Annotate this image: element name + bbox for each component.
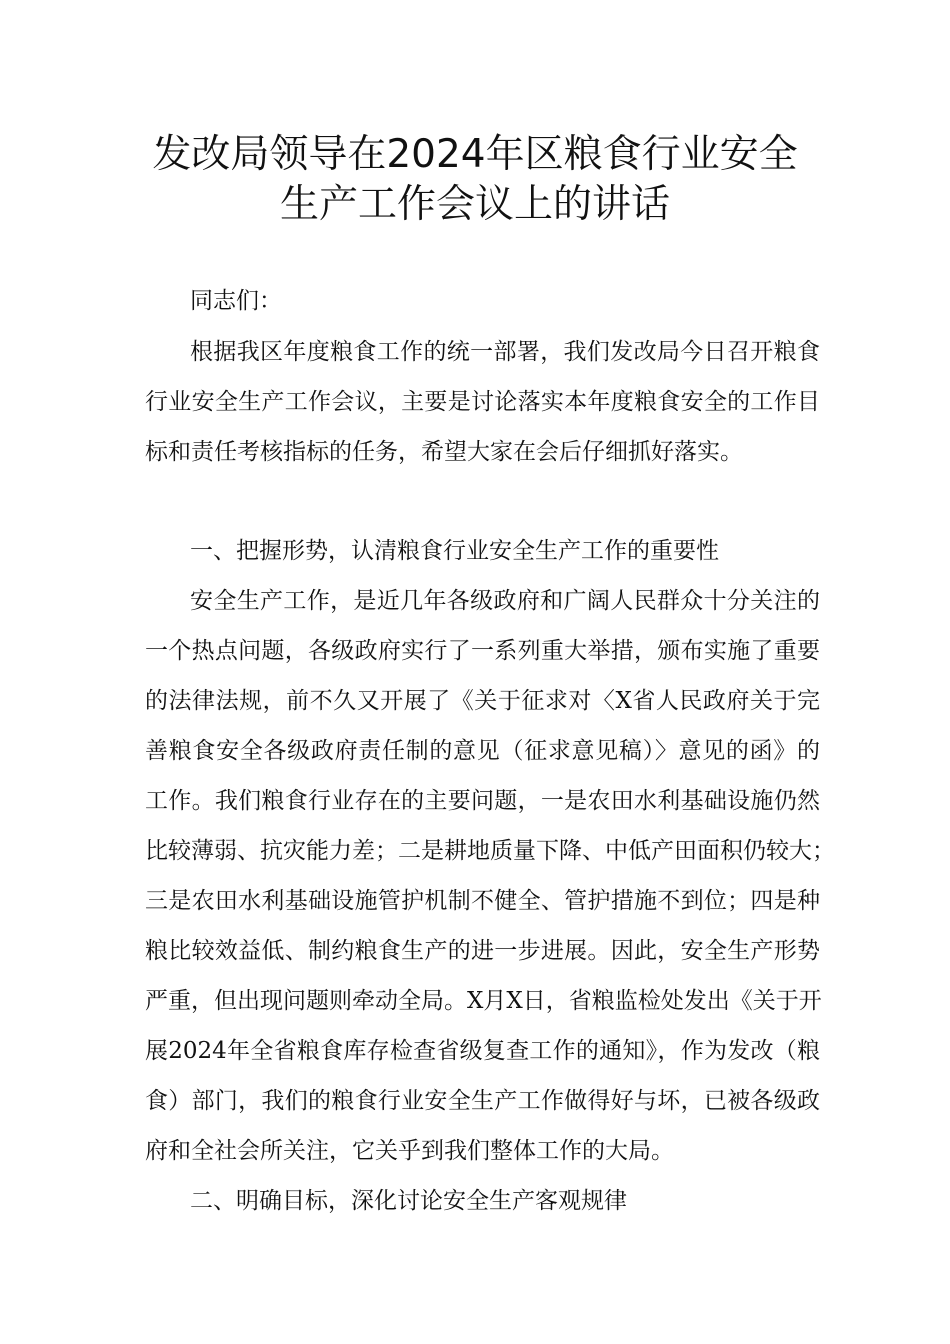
intro-line-1: 根据我区年度粮食工作的统一部署，我们发改局今日召开粮食 (190, 339, 820, 365)
document-title-line-1: 发改局领导在2024年区粮食行业安全 (152, 132, 798, 177)
section-2-heading: 二、明确目标，深化讨论安全生产客观规律 (190, 1188, 627, 1214)
section-1-line-7: 三是农田水利基础设施管护机制不健全、管护措施不到位；四是种 (145, 888, 820, 914)
section-1-line-5: 工作。我们粮食行业存在的主要问题，一是农田水利基础设施仍然 (145, 788, 820, 814)
section-1-heading: 一、把握形势，认清粮食行业安全生产工作的重要性 (190, 538, 719, 564)
section-1-line-8: 粮比较效益低、制约粮食生产的进一步进展。因此，安全生产形势 (145, 938, 820, 964)
salutation: 同志们： (190, 288, 282, 314)
intro-line-3: 标和责任考核指标的任务，希望大家在会后仔细抓好落实。 (145, 439, 743, 465)
document-title-line-2: 生产工作会议上的讲话 (279, 182, 670, 227)
section-1-line-12: 府和全社会所关注，它关乎到我们整体工作的大局。 (145, 1138, 674, 1164)
section-1-line-4: 善粮食安全各级政府责任制的意见（征求意见稿）〉意见的函》的 (145, 738, 820, 764)
section-1-line-2: 一个热点问题，各级政府实行了一系列重大举措，颁布实施了重要 (145, 638, 820, 664)
section-1-line-6: 比较薄弱、抗灾能力差；二是耕地质量下降、中低产田面积仍较大； (145, 838, 835, 864)
intro-line-2: 行业安全生产工作会议，主要是讨论落实本年度粮食安全的工作目 (145, 389, 820, 415)
section-1-line-1: 安全生产工作，是近几年各级政府和广阔人民群众十分关注的 (190, 588, 820, 614)
section-1-line-10: 展2024年全省粮食库存检查省级复查工作的通知》，作为发改（粮 (145, 1038, 820, 1064)
section-1-line-11: 食）部门，我们的粮食行业安全生产工作做得好与坏，已被各级政 (145, 1088, 820, 1114)
section-1-line-3: 的法律法规，前不久又开展了《关于征求对〈X省人民政府关于完 (145, 688, 820, 714)
section-1-line-9: 严重，但出现问题则牵动全局。X月X日，省粮监检处发出《关于开 (145, 988, 822, 1014)
